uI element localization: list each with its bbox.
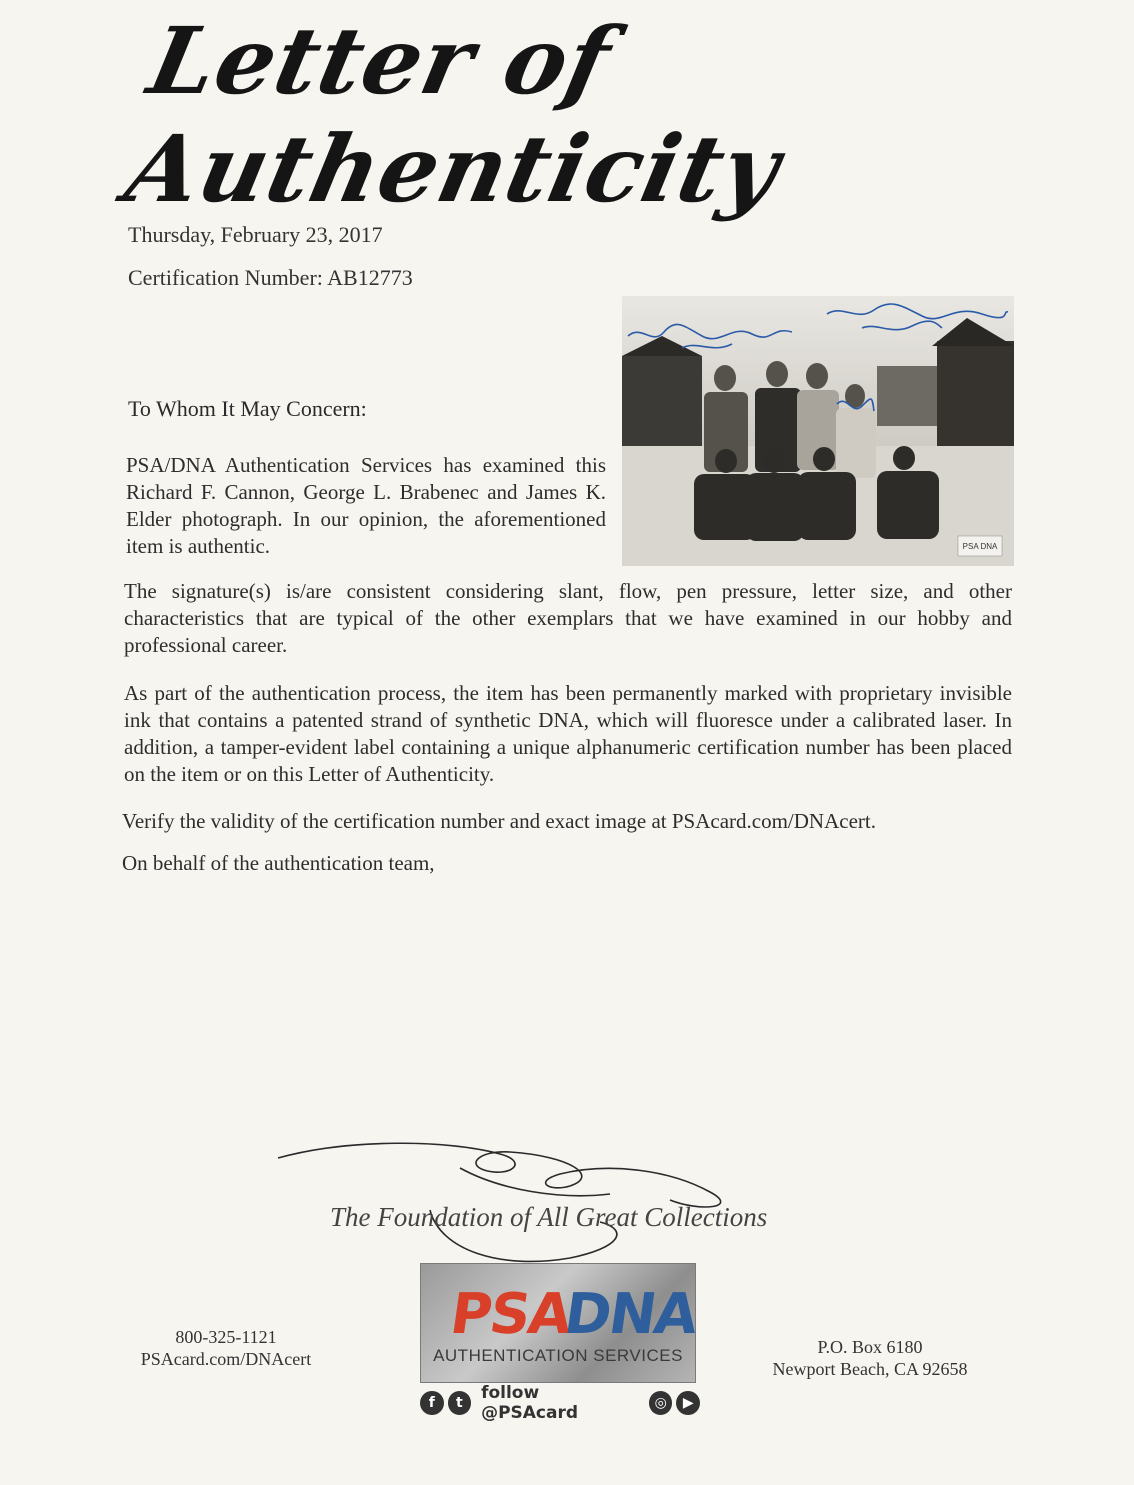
follow-handle: follow @PSAcard	[481, 1383, 579, 1423]
city-address: Newport Beach, CA 92658	[772, 1359, 968, 1379]
twitter-icon: t	[448, 1391, 472, 1415]
letter-title: Letter of Authenticity	[117, 7, 790, 223]
photo-psa-label: PSA DNA	[962, 542, 998, 551]
logo-psa-text: PSA	[446, 1282, 575, 1347]
po-box: P.O. Box 6180	[817, 1337, 923, 1357]
website: PSAcard.com/DNAcert	[140, 1349, 312, 1369]
logo-subtitle: AUTHENTICATION SERVICES	[433, 1346, 683, 1365]
signed-photograph	[622, 296, 1014, 566]
paragraph-closing: On behalf of the authentication team,	[122, 851, 435, 875]
tagline: The Foundation of All Great Collections	[330, 1202, 768, 1232]
logo-dna-text: DNA	[560, 1282, 701, 1347]
phone-number: 800-325-1121	[175, 1327, 277, 1347]
paragraph-process: As part of the authentication process, the item has been permanently marked with proprietary invisible ink that contains a patented strand of synthetic DNA, which will fluoresce under a calibrated laser. In addition, a tamper-evident label containing a unique alphanumeric certification number has been placed on the item or on this Letter of Authenticity.	[124, 681, 1012, 786]
contact-right	[760, 1336, 980, 1380]
facebook-icon: f	[420, 1391, 444, 1415]
contact-left	[136, 1326, 316, 1370]
letter-date: Thursday, February 23, 2017	[128, 222, 383, 247]
youtube-icon: ▶	[676, 1391, 700, 1415]
instagram-icon: ◎	[649, 1391, 673, 1415]
social-follow	[420, 1383, 700, 1423]
paragraph-verify: Verify the validity of the certification number and exact image at PSAcard.com/DNAcert.	[122, 809, 876, 833]
photograph-image	[622, 296, 1014, 566]
psa-dna-logo	[420, 1263, 701, 1383]
certification-number: Certification Number: AB12773	[128, 265, 413, 290]
salutation: To Whom It May Concern:	[128, 396, 367, 421]
paragraph-consistency: The signature(s) is/are consistent considering slant, flow, pen pressure, letter size, and other characteristics that are typical of the other exemplars that we have examined in our hobby and professional career.	[124, 579, 1012, 657]
paragraph-examined: PSA/DNA Authentication Services has examined this Richard F. Cannon, George L. Brabenec and James K. Elder photograph. In our opinion, the aforementioned item is authentic.	[126, 453, 606, 558]
